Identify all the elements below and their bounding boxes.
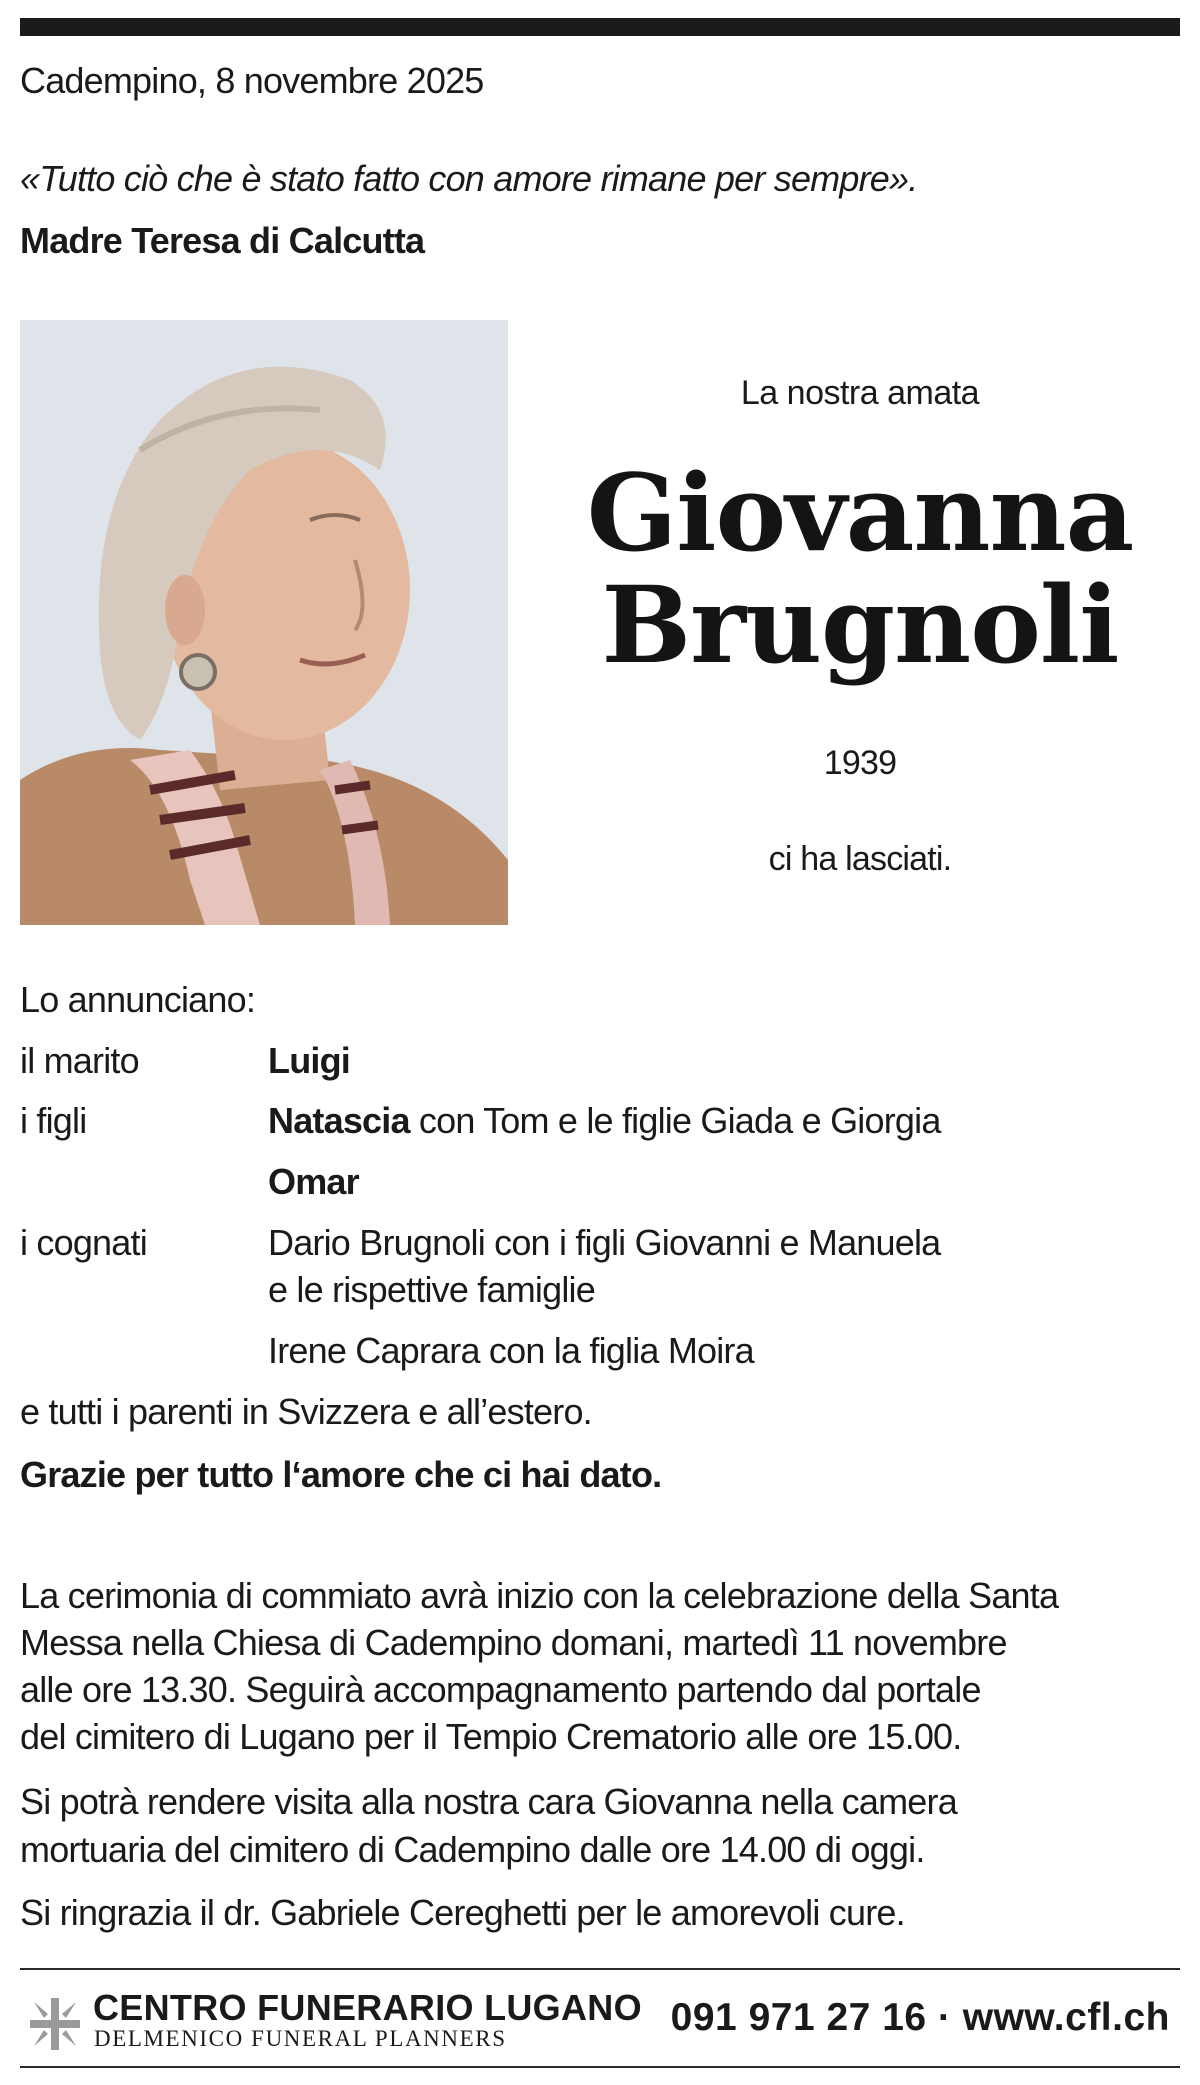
relative-name: Natascia: [268, 1100, 410, 1141]
relation-label: i cognati: [20, 1222, 147, 1263]
quote: «Tutto ciò che è stato fatto con amore rimane per sempre».: [20, 158, 918, 199]
intro-text: La nostra amata: [740, 374, 980, 412]
funeral-home-name: CENTRO FUNERARIO LUGANO: [93, 1987, 642, 2028]
relative-name: Omar: [268, 1161, 359, 1202]
relative-detail: e le rispettive famiglie: [268, 1269, 595, 1310]
birth-year: 1939: [823, 744, 897, 782]
thanks-line: Grazie per tutto l‘amore che ci hai dato.: [20, 1454, 662, 1495]
funeral-home-contact: 091 971 27 16 · www.cfl.ch: [670, 1996, 1170, 2039]
other-relatives: e tutti i parenti in Svizzera e all’estero.: [20, 1391, 592, 1432]
cross-ray-logo-icon: [30, 1998, 80, 2050]
top-rule: [20, 18, 1180, 36]
first-name: Giovanna: [586, 450, 1134, 575]
announcement-intro: Lo annunciano:: [20, 979, 256, 1020]
visit-line: Si potrà rendere visita alla nostra cara Giovanna nella camera: [20, 1781, 957, 1822]
ceremony-line: La cerimonia di commiato avrà inizio con la celebrazione della Santa: [20, 1575, 1059, 1616]
place-date: Cadempino, 8 novembre 2025: [20, 60, 484, 101]
ceremony-line: Messa nella Chiesa di Cadempino domani, martedì 11 novembre: [20, 1622, 1007, 1663]
relative-detail: Dario Brugnoli con i figli Giovanni e Manuela: [268, 1222, 941, 1263]
quote-author: Madre Teresa di Calcutta: [20, 220, 425, 261]
relative-detail: con Tom e le figlie Giada e Giorgia: [409, 1100, 941, 1141]
footer-top-rule: [20, 1968, 1180, 1970]
footer-bottom-rule: [20, 2066, 1180, 2068]
relative-line: [268, 1100, 941, 1141]
outro-text: ci ha lasciati.: [768, 840, 952, 878]
gratitude-line: Si ringrazia il dr. Gabriele Cereghetti per le amorevoli cure.: [20, 1892, 905, 1933]
last-name: Brugnoli: [601, 562, 1119, 687]
funeral-home-subtitle: DELMENICO FUNERAL PLANNERS: [94, 2026, 507, 2051]
relation-label: i figli: [20, 1100, 87, 1141]
relative-detail: Irene Caprara con la figlia Moira: [268, 1330, 754, 1371]
deceased-portrait: [20, 320, 508, 925]
visit-line: mortuaria del cimitero di Cadempino dalle ore 14.00 di oggi.: [20, 1829, 925, 1870]
ceremony-line: alle ore 13.30. Seguirà accompagnamento partendo dal portale: [20, 1669, 981, 1710]
relative-name: Luigi: [268, 1040, 350, 1081]
ceremony-line: del cimitero di Lugano per il Tempio Crematorio alle ore 15.00.: [20, 1716, 962, 1757]
relation-label: il marito: [20, 1040, 139, 1081]
